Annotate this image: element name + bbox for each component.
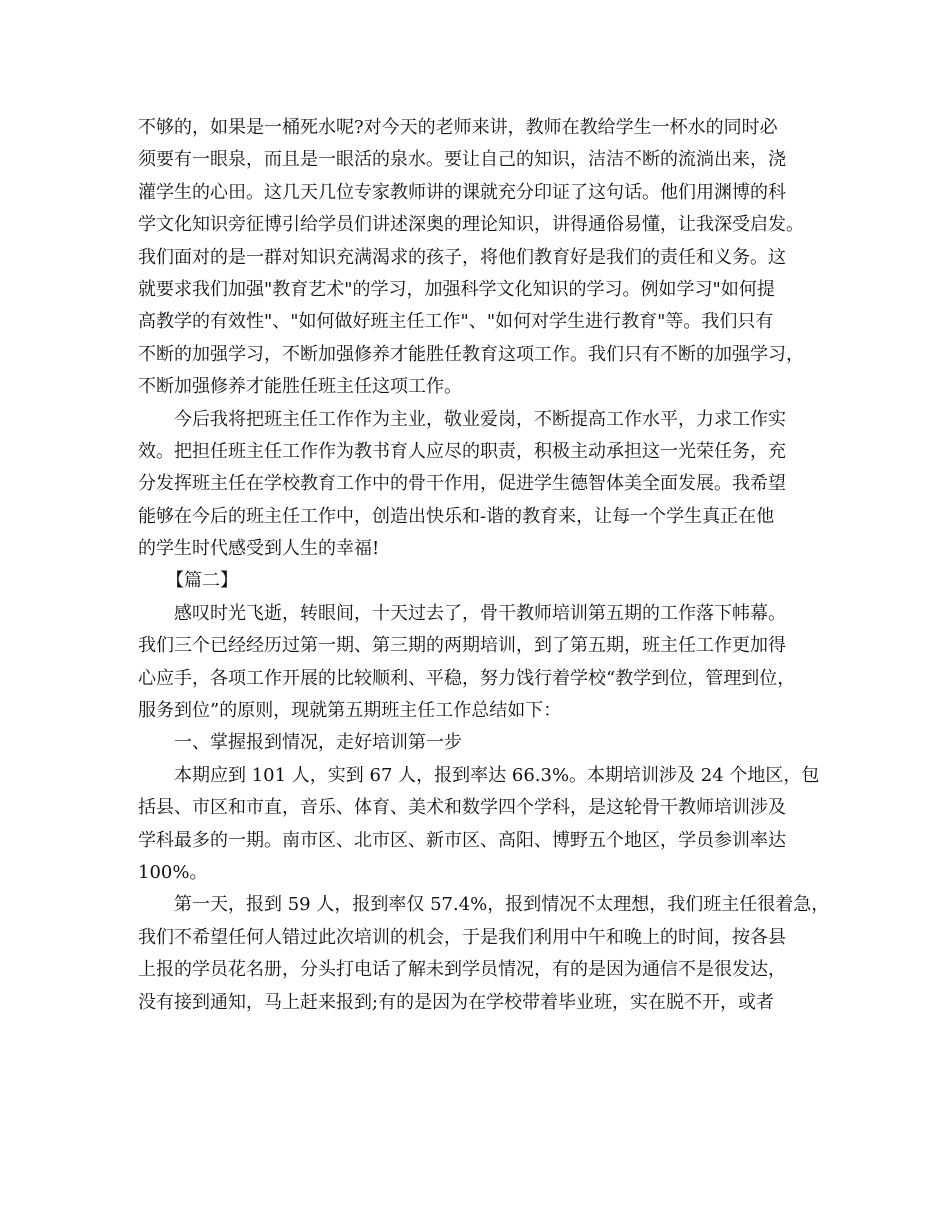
paragraph-line: 100%。	[138, 861, 208, 883]
paragraph-line: 服务到位”的原则，现就第五期班主任工作总结如下：	[138, 700, 562, 722]
paragraph-line: 我们不希望任何人错过此次培训的机会，于是我们利用中午和晚上的时间，按各县	[138, 926, 786, 948]
paragraph-line: 今后我将把班主任工作作为主业，敬业爱岗，不断提高工作水平，力求工作实	[174, 408, 786, 430]
paragraph-line: 本期应到 101 人，实到 67 人，报到率达 66.3%。本期培训涉及 24 个地区，包	[174, 764, 820, 786]
paragraph-line: 感叹时光飞逝，转眼间，十天过去了，骨干教师培训第五期的工作落下帏幕。	[174, 602, 786, 624]
paragraph-line: 分发挥班主任在学校教育工作中的骨干作用，促进学生德智体美全面发展。我希望	[138, 473, 786, 495]
document-body	[138, 112, 828, 1019]
paragraph-line: 灌学生的心田。这几天几位专家教师讲的课就充分印证了这句话。他们用渊博的科	[138, 181, 786, 203]
paragraph-line: 没有接到通知，马上赶来报到;有的是因为在学校带着毕业班，实在脱不开，或者	[138, 991, 775, 1013]
paragraph-line: 心应手，各项工作开展的比较顺利、平稳，努力饯行着学校“教学到位，管理到位，	[138, 667, 796, 689]
paragraph-line: 须要有一眼泉，而且是一眼活的泉水。要让自己的知识，洁洁不断的流淌出来，浇	[138, 149, 786, 171]
paragraph-line: 括县、市区和市直，音乐、体育、美术和数学四个学科，是这轮骨干教师培训涉及	[138, 797, 786, 819]
subsection-heading: 一、掌握报到情况，走好培训第一步	[174, 732, 462, 754]
paragraph-line: 不断的加强学习，不断加强修养才能胜任教育这项工作。我们只有不断的加强学习，	[138, 343, 804, 365]
paragraph-line: 效。把担任班主任工作作为教书育人应尽的职责，积极主动承担这一光荣任务，充	[138, 440, 786, 462]
paragraph-line: 我们三个已经经历过第一期、第三期的两期培训，到了第五期，班主任工作更加得	[138, 635, 786, 657]
paragraph-line: 学文化知识旁征博引给学员们讲述深奥的理论知识，讲得通俗易懂，让我深受启发。	[138, 214, 804, 236]
paragraph-line: 高教学的有效性"、"如何做好班主任工作"、"如何对学生进行教育"等。我们只有	[138, 311, 774, 333]
paragraph-line: 我们面对的是一群对知识充满渴求的孩子，将他们教育好是我们的责任和义务。这	[138, 246, 786, 268]
paragraph-line: 第一天，报到 59 人，报到率仅 57.4%，报到情况不太理想，我们班主任很着急，	[174, 894, 830, 916]
paragraph-line: 不够的，如果是一桶死水呢?对今天的老师来讲，教师在教给学生一杯水的同时必	[138, 117, 778, 138]
paragraph-line: 的学生时代感受到人生的幸福!	[138, 538, 380, 560]
paragraph-line: 学科最多的一期。南市区、北市区、新市区、高阳、博野五个地区，学员参训率达	[138, 829, 786, 851]
paragraph-line: 上报的学员花名册，分头打电话了解未到学员情况，有的是因为通信不是很发达，	[138, 959, 786, 981]
section-heading: 【篇二】	[166, 570, 238, 592]
paragraph-line: 就要求我们加强"教育艺术"的学习，加强科学文化知识的学习。例如学习"如何提	[138, 278, 775, 300]
paragraph-line: 能够在今后的班主任工作中，创造出快乐和-谐的教育来，让每一个学生真正在他	[138, 505, 775, 527]
paragraph-line: 不断加强修养才能胜任班主任这项工作。	[138, 376, 462, 398]
